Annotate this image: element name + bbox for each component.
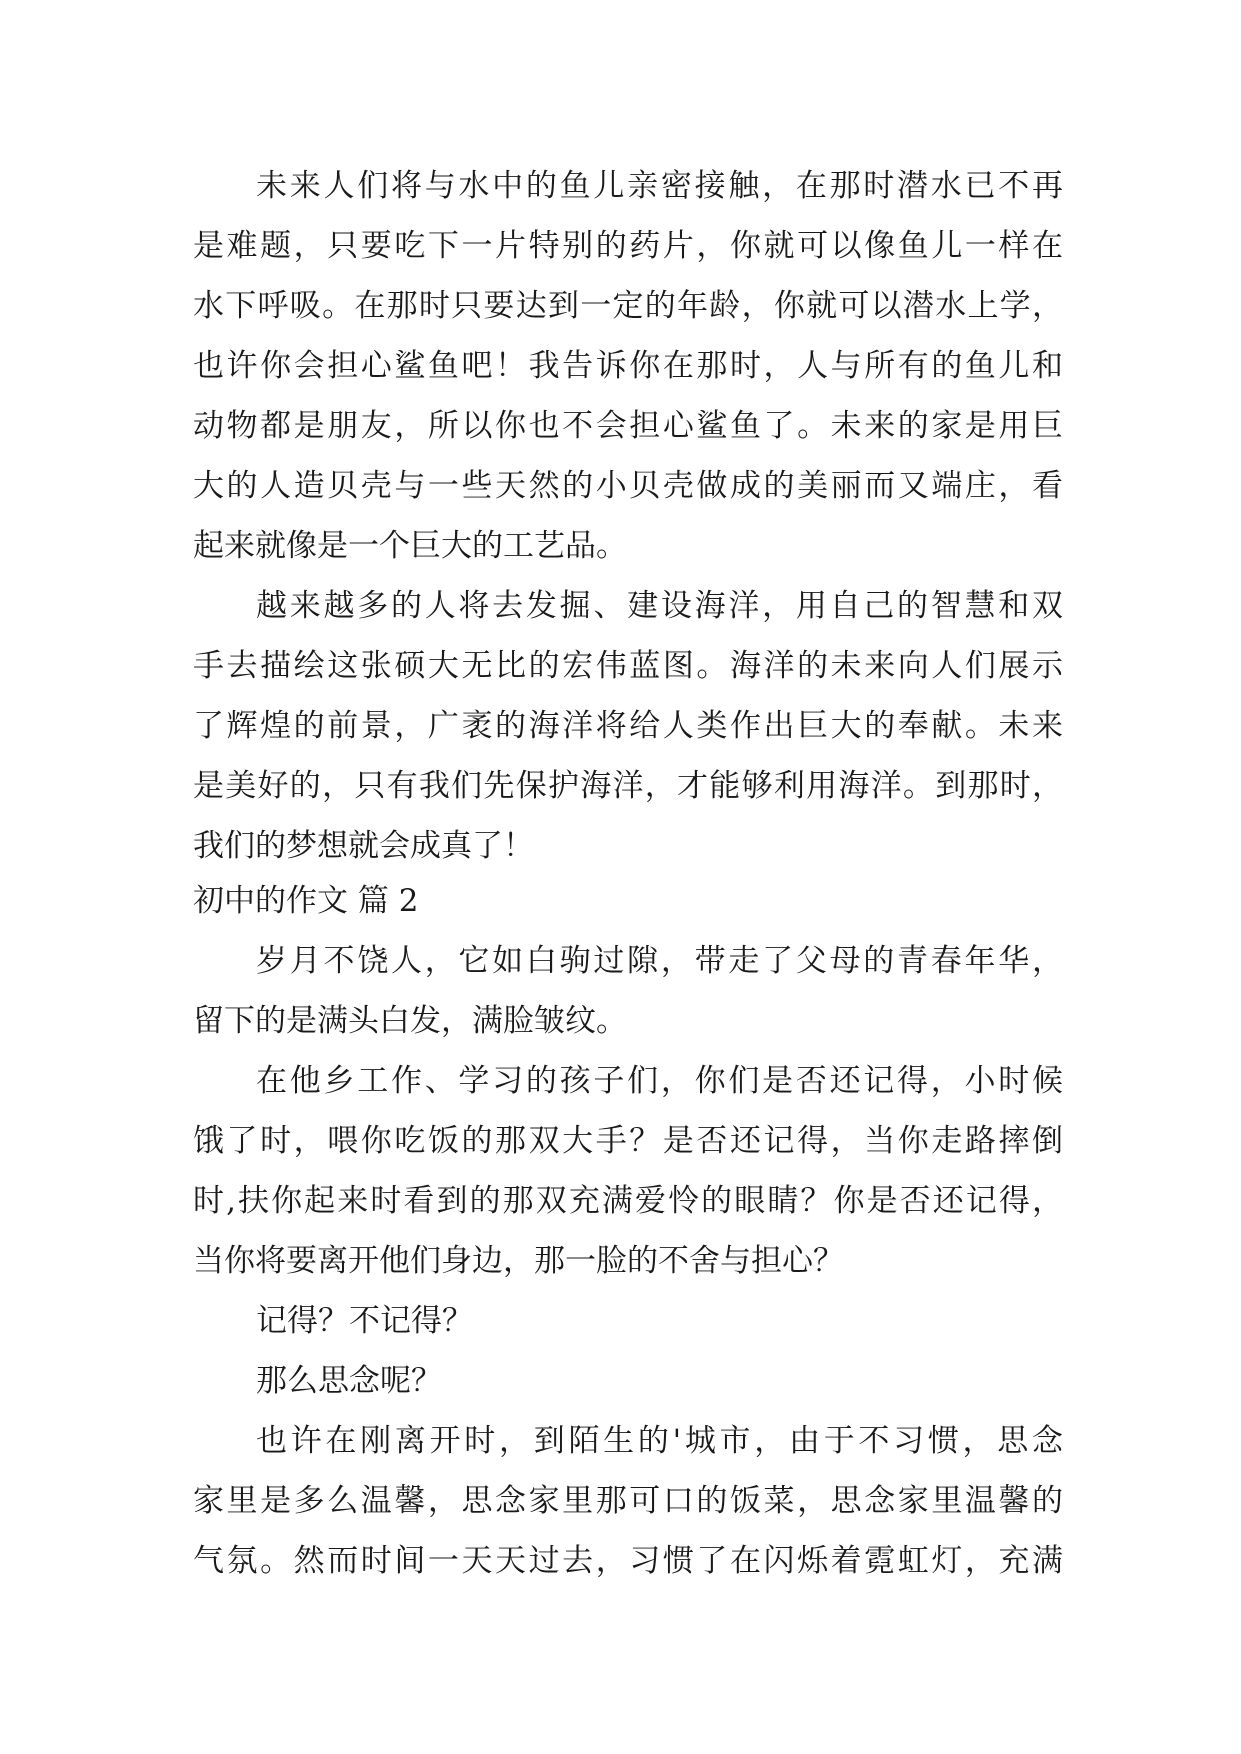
text-line: 记得？不记得？ <box>256 1303 473 1339</box>
text-line: 那么思念呢？ <box>256 1363 442 1399</box>
text-line: 是难题，只要吃下一片特别的药片，你就可以像鱼儿一样在 <box>193 228 1063 264</box>
text-line: 手去描绘这张硕大无比的宏伟蓝图。海洋的未来向人们展示 <box>193 648 1063 684</box>
text-line: 气氛。然而时间一天天过去，习惯了在闪烁着霓虹灯，充满 <box>193 1543 1063 1579</box>
text-line: 大的人造贝壳与一些天然的小贝壳做成的美丽而又端庄，看 <box>193 468 1063 504</box>
text-line: 家里是多么温馨，思念家里那可口的饭菜，思念家里温馨的 <box>193 1483 1063 1519</box>
text-line: 越来越多的人将去发掘、建设海洋，用自己的智慧和双 <box>256 588 1063 624</box>
text-line: 在他乡工作、学习的孩子们，你们是否还记得，小时候 <box>256 1063 1063 1099</box>
text-line: 当你将要离开他们身边，那一脸的不舍与担心？ <box>193 1243 844 1279</box>
text-line: 也许你会担心鲨鱼吧！我告诉你在那时，人与所有的鱼儿和 <box>193 348 1063 384</box>
section-heading: 初中的作文 篇 2 <box>193 883 419 919</box>
text-line: 也许在刚离开时，到陌生的'城市，由于不习惯，思念 <box>256 1423 1063 1459</box>
text-line: 饿了时，喂你吃饭的那双大手？是否还记得，当你走路摔倒 <box>193 1123 1063 1159</box>
text-line: 水下呼吸。在那时只要达到一定的年龄，你就可以潜水上学， <box>193 288 1063 324</box>
text-line: 是美好的，只有我们先保护海洋，才能够利用海洋。到那时， <box>193 768 1063 804</box>
text-line: 了辉煌的前景，广袤的海洋将给人类作出巨大的奉献。未来 <box>193 708 1063 744</box>
text-line: 未来人们将与水中的鱼儿亲密接触，在那时潜水已不再 <box>256 168 1063 204</box>
text-line: 动物都是朋友，所以你也不会担心鲨鱼了。未来的家是用巨 <box>193 408 1063 444</box>
text-line: 时,扶你起来时看到的那双充满爱怜的眼睛？你是否还记得， <box>193 1183 1063 1219</box>
text-line: 留下的是满头白发，满脸皱纹。 <box>193 1003 627 1039</box>
text-line: 岁月不饶人，它如白驹过隙，带走了父母的青春年华， <box>256 943 1063 979</box>
text-line: 我们的梦想就会成真了！ <box>193 828 534 864</box>
text-line: 起来就像是一个巨大的工艺品。 <box>193 528 627 564</box>
